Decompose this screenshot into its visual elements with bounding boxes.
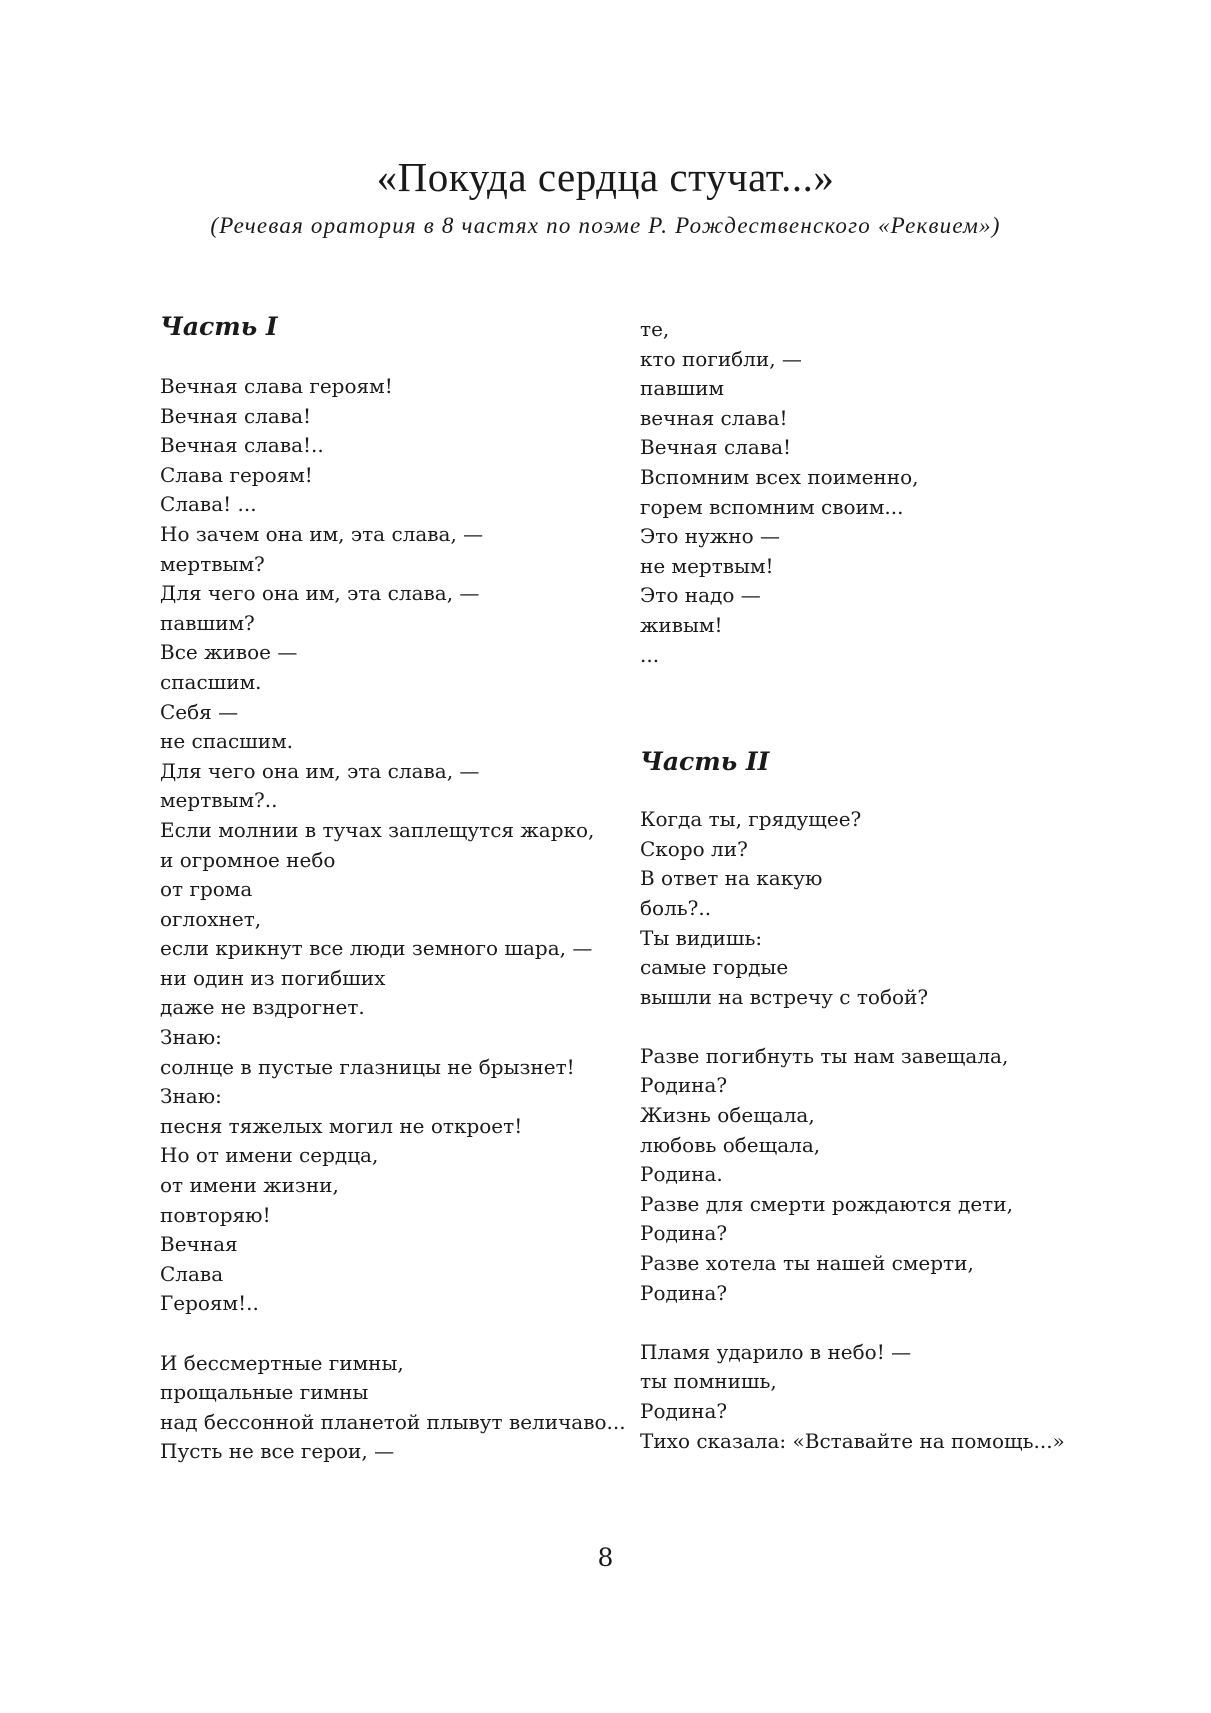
verse-line: живым!	[640, 612, 723, 637]
verse-line: прощальные гимны	[160, 1380, 369, 1405]
left-column	[160, 310, 630, 1467]
verse-line: Все живое —	[160, 640, 298, 665]
verse-line: ни один из погибших	[160, 965, 386, 990]
verse-line: Родина?	[640, 1073, 728, 1098]
part-1-heading: Часть I	[160, 312, 278, 341]
verse-line: Родина.	[640, 1162, 723, 1187]
section-gap	[640, 670, 1110, 745]
verse-line: Когда ты, грядущее?	[640, 807, 862, 832]
verse-line: Родина?	[640, 1221, 728, 1246]
verse-line: Вечная слава героям!	[160, 374, 393, 398]
verse-line: Вечная	[160, 1232, 238, 1257]
right-column	[640, 315, 1110, 1456]
page-subtitle: (Речевая оратория в 8 частях по поэме Р. Рождественского «Реквием»)	[210, 213, 1001, 238]
verse-line: Себя —	[160, 699, 239, 724]
part-1-verse	[160, 372, 630, 1467]
verse-line: павшим?	[160, 610, 255, 635]
verse-line: Но зачем она им, эта слава, —	[160, 521, 484, 546]
page-number: 8	[597, 1543, 614, 1572]
verse-line: Родина?	[640, 1280, 728, 1305]
verse-line: мертвым?	[160, 551, 265, 576]
verse-line: вечная слава!	[640, 405, 788, 430]
verse-line: даже не вздрогнет.	[160, 995, 365, 1020]
verse-line: Ты видишь:	[640, 925, 763, 950]
verse-line: Пусть не все герои, —	[160, 1439, 395, 1464]
verse-line: боль?..	[640, 895, 712, 920]
verse-line: Героям!..	[160, 1291, 259, 1316]
verse-line: вышли на встречу с тобой?	[640, 984, 929, 1009]
verse-line: Тихо сказала: «Вставайте на помощь...»	[640, 1428, 1065, 1453]
verse-line: В ответ на какую	[640, 866, 823, 891]
stanza-break	[640, 1012, 1110, 1042]
page-title: «Покуда сердца стучат...»	[376, 154, 835, 200]
part-1-verse-continuation	[640, 315, 1110, 670]
verse-line: павшим	[640, 376, 724, 401]
verse-line: Разве хотела ты нашей смерти,	[640, 1251, 974, 1276]
verse-line: если крикнут все люди земного шара, —	[160, 936, 593, 961]
verse-line: Слава	[160, 1261, 224, 1286]
verse-line: над бессонной планетой плывут величаво...	[160, 1409, 626, 1434]
verse-line: не мертвым!	[640, 553, 774, 578]
verse-line: Если молнии в тучах заплещутся жарко,	[160, 817, 595, 842]
verse-line: не спасшим.	[160, 729, 294, 754]
verse-line: Разве погибнуть ты нам завещала,	[640, 1043, 1009, 1068]
verse-line: кто погибли, —	[640, 346, 802, 371]
verse-line: Родина?	[640, 1399, 728, 1423]
verse-line: любовь обещала,	[640, 1132, 821, 1157]
verse-line: Слава! ...	[160, 492, 257, 517]
verse-line: ...	[640, 642, 660, 667]
verse-line: мертвым?..	[160, 788, 278, 813]
verse-line: Скоро ли?	[640, 836, 748, 861]
verse-line: оглохнет,	[160, 906, 262, 931]
verse-line: солнце в пустые глазницы не брызнет!	[160, 1054, 575, 1079]
verse-line: спасшим.	[160, 669, 262, 694]
verse-line: Пламя ударило в небо! —	[640, 1339, 912, 1364]
verse-line: Вечная слава!	[640, 435, 792, 460]
verse-line: Вечная слава!..	[160, 433, 324, 458]
verse-line: повторяю!	[160, 1202, 271, 1227]
verse-line: ты помнишь,	[640, 1369, 777, 1394]
part-2-verse	[640, 805, 1110, 1456]
verse-line: Для чего она им, эта слава, —	[160, 758, 480, 783]
verse-line: Вспомним всех поименно,	[640, 464, 919, 489]
verse-line: Знаю:	[160, 1025, 222, 1050]
verse-line: И бессмертные гимны,	[160, 1350, 404, 1375]
verse-line: Это нужно —	[640, 524, 780, 549]
verse-line: и огромное небо	[160, 847, 336, 872]
verse-line: Слава героям!	[160, 462, 313, 487]
stanza-break	[160, 1319, 630, 1349]
verse-line: Это надо —	[640, 583, 761, 608]
verse-line: Вечная слава!	[160, 403, 312, 428]
verse-line: Жизнь обещала,	[640, 1103, 815, 1128]
verse-line: те,	[640, 317, 670, 341]
verse-line: Разве для смерти рождаются дети,	[640, 1191, 1013, 1216]
verse-line: самые гордые	[640, 955, 789, 980]
verse-line: Знаю:	[160, 1084, 222, 1109]
verse-line: песня тяжелых могил не откроет!	[160, 1113, 523, 1138]
part-2-heading: Часть II	[640, 747, 770, 777]
verse-line: Для чего она им, эта слава, —	[160, 581, 480, 606]
verse-line: Но от имени сердца,	[160, 1143, 379, 1168]
verse-line: горем вспомним своим...	[640, 494, 904, 519]
stanza-break	[640, 1308, 1110, 1338]
verse-line: от имени жизни,	[160, 1173, 339, 1198]
verse-line: от грома	[160, 877, 253, 902]
